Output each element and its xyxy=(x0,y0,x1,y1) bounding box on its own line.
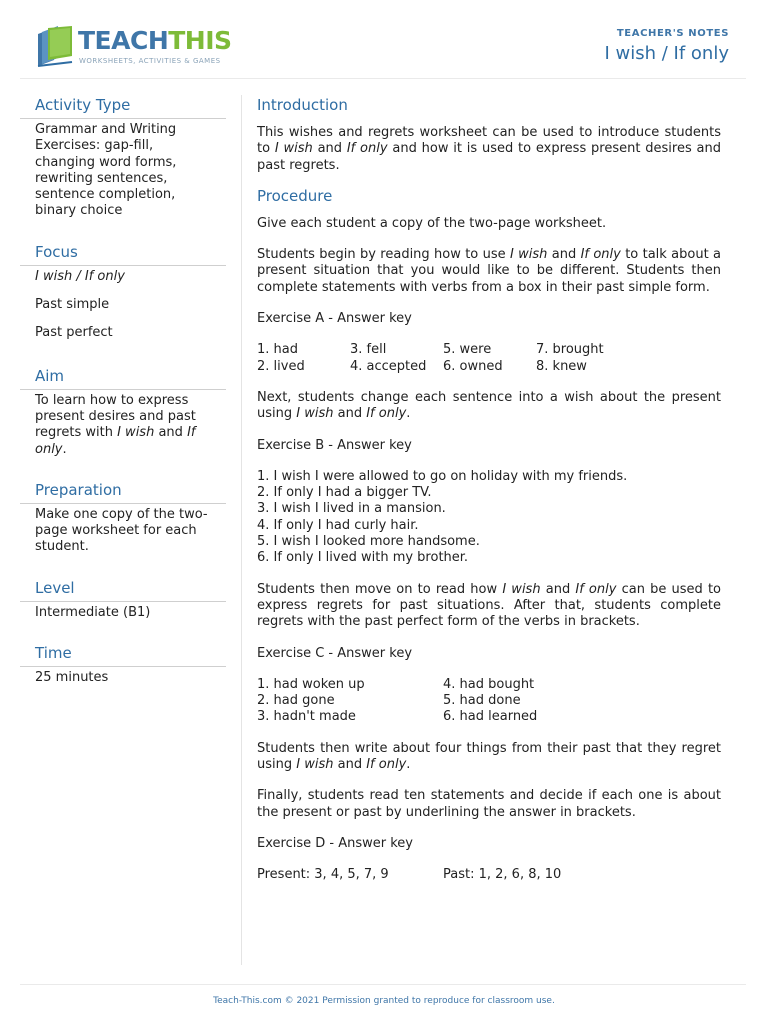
exercise-a-label: Exercise A - Answer key xyxy=(257,311,412,327)
aim-section xyxy=(20,365,226,458)
footer-copyright: Teach-This.com © 2021 Permission granted to reproduce for classroom use. xyxy=(213,996,555,1006)
focus-item: Past simple xyxy=(35,297,110,313)
header-divider xyxy=(20,78,746,79)
introduction-text: This wishes and regrets worksheet can be used to introduce students to I wish and If only and how it is used to express present desires and past regrets. xyxy=(257,125,721,173)
answer-item: 2. If only I had a bigger TV. xyxy=(257,485,432,501)
focus-item: I wish / If only xyxy=(35,268,125,284)
procedure-step-2: Students begin by reading how to use I wish and If only to talk about a present situation that you would like to be different. Students then complete statements with verbs from a box in their past simple form. xyxy=(257,247,721,295)
answer-item: 8. knew xyxy=(536,358,587,374)
answer-item: 2. had gone xyxy=(257,693,335,709)
focus-section xyxy=(20,241,226,342)
answer-item: 4. If only I had curly hair. xyxy=(257,517,419,533)
answer-item: 5. had done xyxy=(443,693,521,709)
answer-item: 1. I wish I were allowed to go on holiday with my friends. xyxy=(257,468,628,484)
teach-this-logo xyxy=(36,24,236,70)
procedure-step-1: Give each student a copy of the two-page worksheet. xyxy=(257,215,607,231)
exercise-c-label: Exercise C - Answer key xyxy=(257,645,413,661)
answer-item: 3. fell xyxy=(350,342,387,358)
footer-divider xyxy=(20,984,746,985)
time-text: 25 minutes xyxy=(35,670,109,686)
preparation-text: Make one copy of the two-page worksheet for each student. xyxy=(35,506,208,555)
procedure-step-4: Students then move on to read how I wish and If only can be used to express regrets for past situations. After that, students complete regrets with the past perfect form of the verbs in brackets. xyxy=(257,581,721,630)
activity-type-section xyxy=(20,94,226,220)
time-heading: Time xyxy=(20,642,226,667)
answer-item: 5. were xyxy=(443,342,492,358)
answer-item: 6. had learned xyxy=(443,709,538,725)
answer-item: Past: 1, 2, 6, 8, 10 xyxy=(443,867,562,883)
exercise-c-answer-key xyxy=(257,677,721,726)
column-divider xyxy=(241,95,242,965)
answer-item: 6. If only I lived with my brother. xyxy=(257,550,469,566)
page-title: I wish / If only xyxy=(604,43,729,64)
exercise-d-answer-key xyxy=(257,867,721,883)
page-header xyxy=(0,0,768,80)
main-content xyxy=(257,94,721,899)
introduction-heading: Introduction xyxy=(257,96,348,114)
focus-item: Past perfect xyxy=(35,325,113,341)
procedure-step-6: Finally, students read ten statements and decide if each one is about the present or past by underlining the answer in brackets. xyxy=(257,788,721,820)
answer-item: 5. I wish I looked more handsome. xyxy=(257,534,480,550)
logo-wordmark: TEACHTHIS xyxy=(78,26,232,55)
sidebar xyxy=(20,94,226,707)
level-section xyxy=(20,577,226,621)
teachers-notes-label: TEACHER'S NOTES xyxy=(616,28,729,39)
exercise-a-answer-key xyxy=(257,342,721,375)
book-logo-icon xyxy=(36,24,76,68)
answer-item: 6. owned xyxy=(443,358,503,374)
answer-item: 4. had bought xyxy=(443,676,535,692)
answer-item: 2. lived xyxy=(257,358,305,374)
focus-heading: Focus xyxy=(20,241,226,266)
logo-tagline: WORKSHEETS, ACTIVITIES & GAMES xyxy=(79,57,221,65)
level-heading: Level xyxy=(20,577,226,602)
procedure-heading: Procedure xyxy=(257,186,333,205)
answer-item: 3. hadn't made xyxy=(257,709,356,725)
time-section xyxy=(20,642,226,686)
procedure-step-5: Students then write about four things from their past that they regret using I wish and If only. xyxy=(257,740,721,773)
preparation-heading: Preparation xyxy=(20,479,226,504)
exercise-b-label: Exercise B - Answer key xyxy=(257,437,412,453)
answer-item: 7. brought xyxy=(536,342,604,358)
answer-item: 4. accepted xyxy=(350,358,427,374)
preparation-section xyxy=(20,479,226,556)
procedure-step-3: Next, students change each sentence into a wish about the present using I wish and If only. xyxy=(257,389,721,422)
aim-heading: Aim xyxy=(20,365,226,390)
answer-item: Present: 3, 4, 5, 7, 9 xyxy=(257,867,389,883)
activity-type-heading: Activity Type xyxy=(20,94,226,119)
exercise-d-label: Exercise D - Answer key xyxy=(257,835,413,851)
exercise-b-answer-key xyxy=(257,469,721,567)
level-text: Intermediate (B1) xyxy=(35,604,151,620)
activity-type-text: Grammar and Writing Exercises: gap-fill, changing word forms, rewriting sentences, sentence completion, binary choice xyxy=(35,122,177,219)
answer-item: 1. had woken up xyxy=(257,676,365,692)
aim-text: To learn how to express present desires and past regrets with I wish and If only. xyxy=(35,392,196,457)
answer-item: 3. I wish I lived in a mansion. xyxy=(257,501,446,517)
answer-item: 1. had xyxy=(257,342,298,358)
